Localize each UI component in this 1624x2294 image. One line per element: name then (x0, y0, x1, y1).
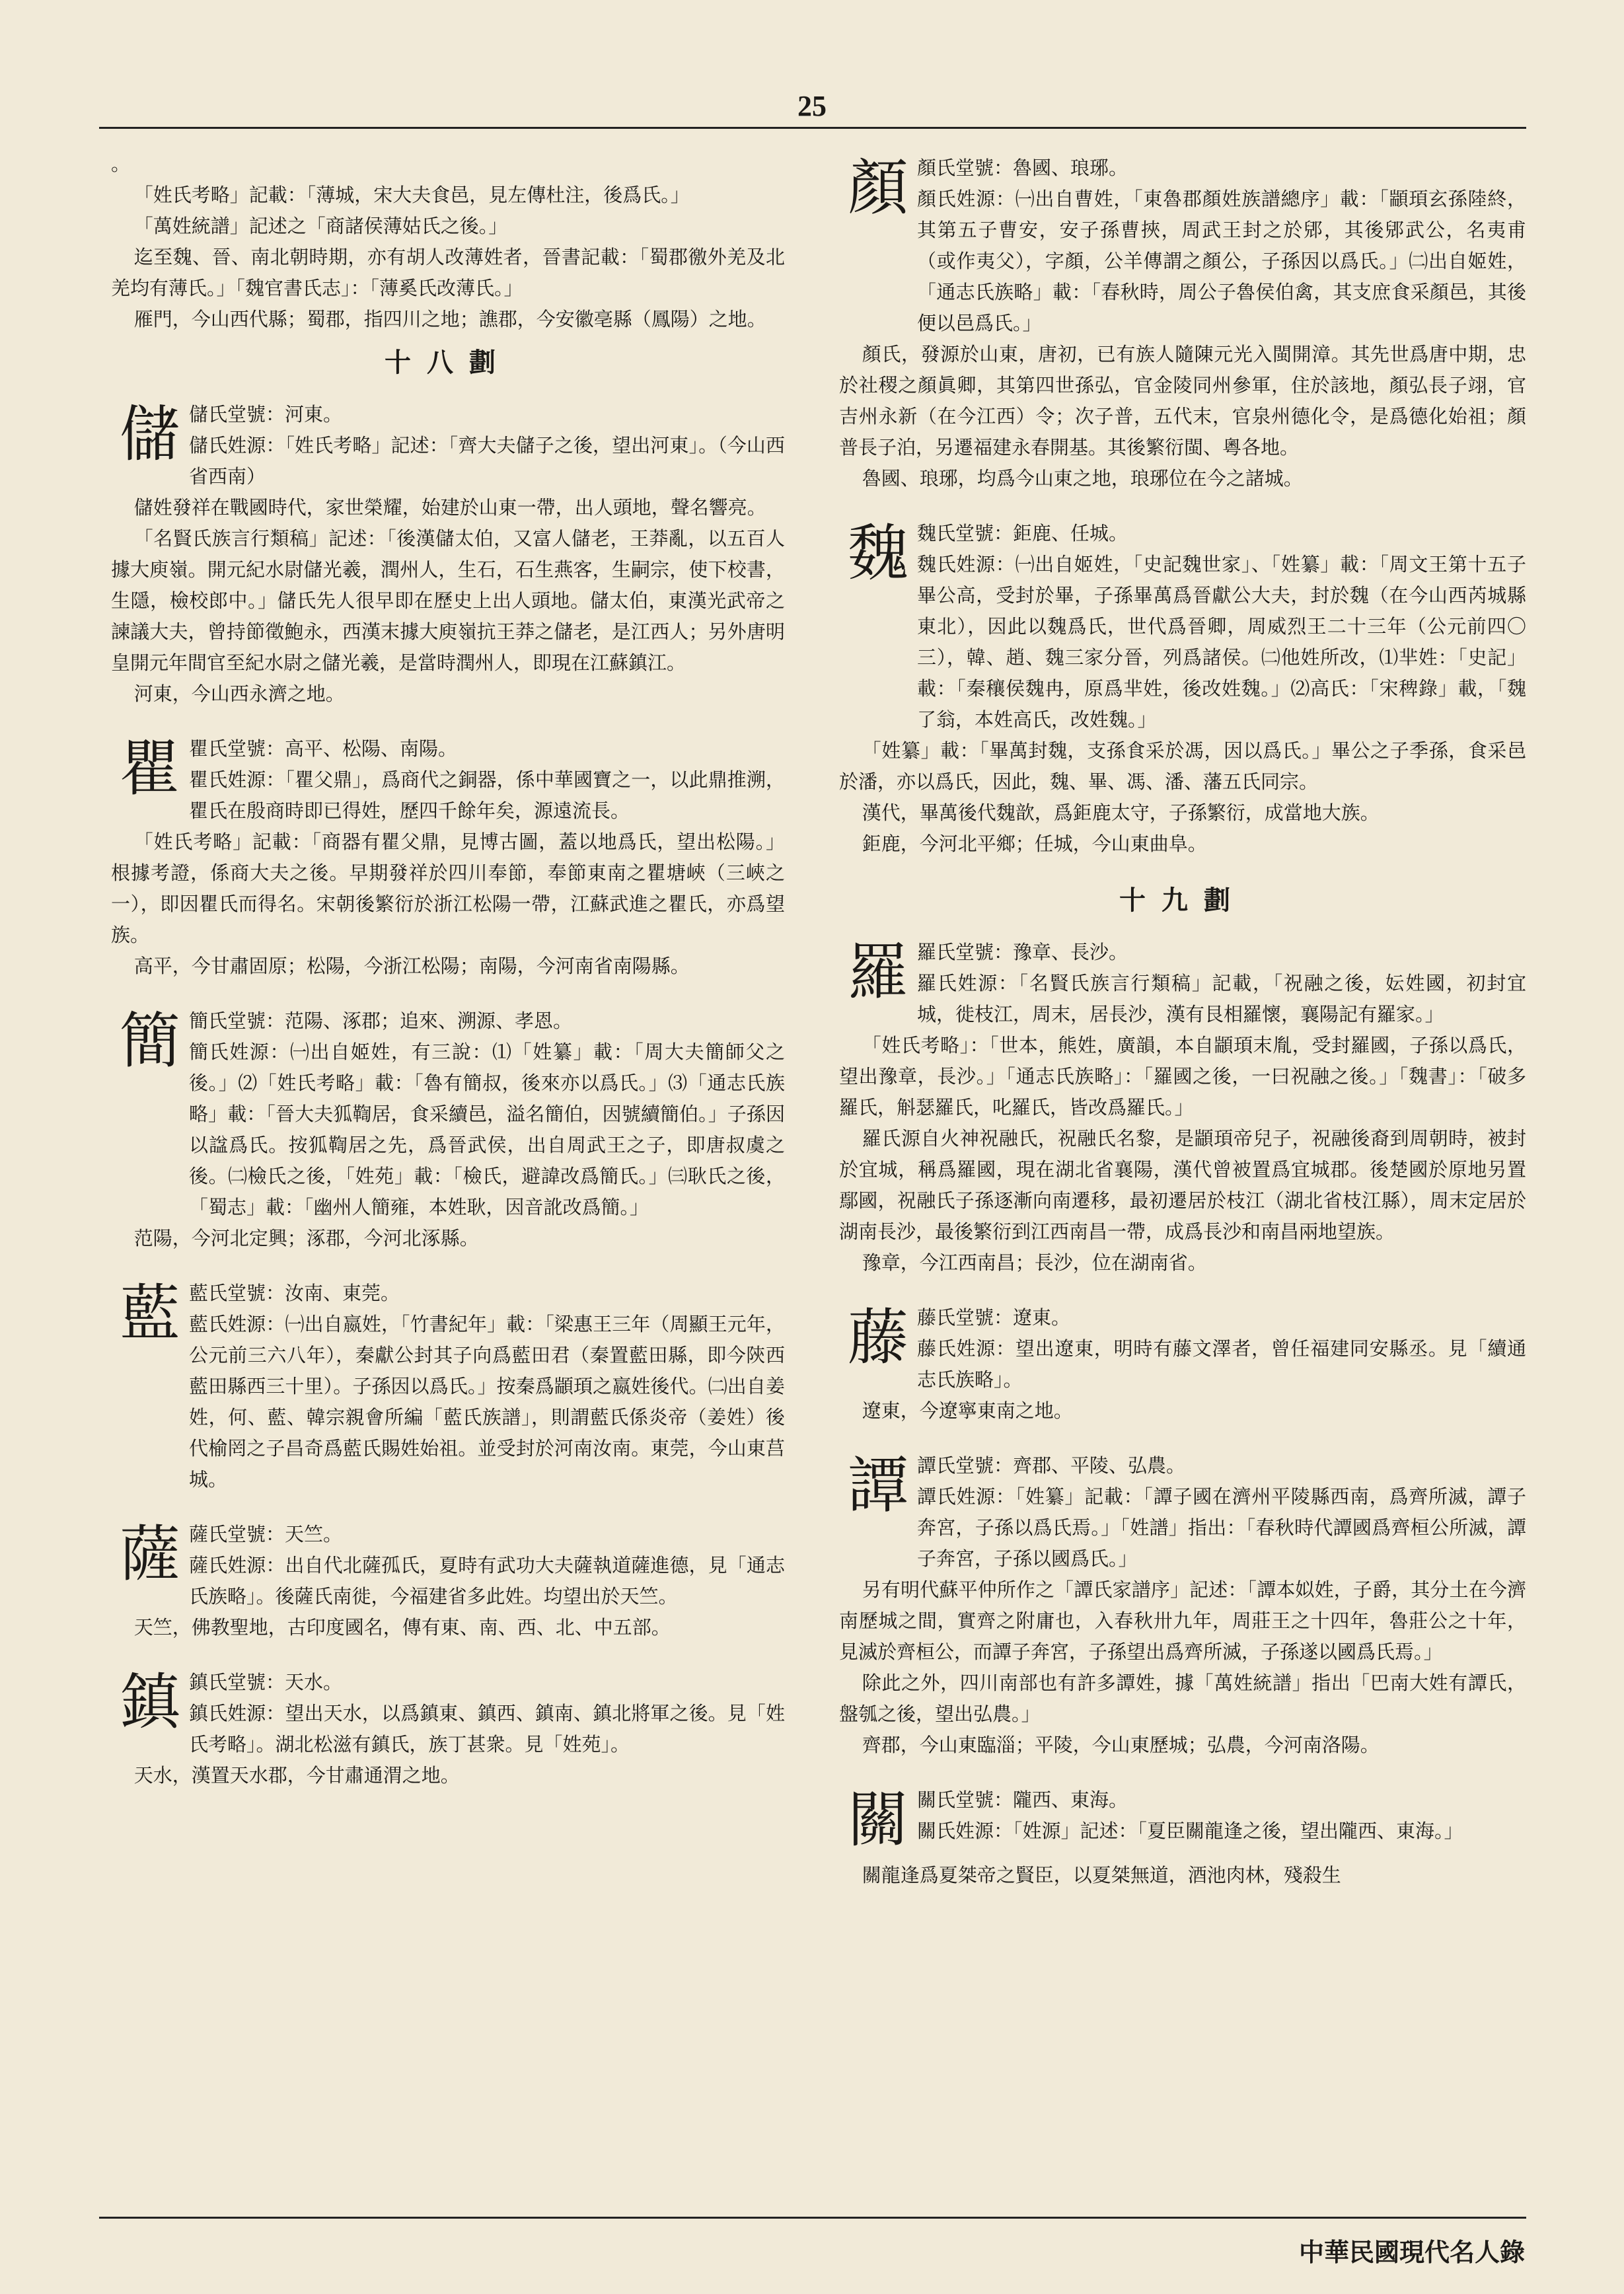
entry-head (839, 933, 1526, 1030)
entry-paragraph: 「名賢氏族言行類稿」記述：「後漢儲太伯，又富人儲老，王莽亂，以五百人據大庾嶺。開元紀水尉儲光羲，潤州人，生石，石生燕客，生嗣宗，使下校書，生隱，檢校郎中。」儲氏先人很早即在歷史上出人頭地。儲太伯，東漢光武帝之諫議大夫，曾持節徵鮑永，西漢末據大庾嶺抗王莽之儲老，是江西人；另外唐明皇開元年間官至紀水尉之儲光羲，是當時潤州人，即現在江蘇鎮江。 (111, 527, 785, 674)
entry-head (111, 395, 785, 492)
entry-head (839, 1446, 1526, 1574)
entry-head-line: 羅氏姓源：「名賢氏族言行類稿」記載，「祝融之後，妘姓國，初封宜城，徙枝江，周末，居長沙，漢有艮相羅懷，襄陽記有羅家。」 (917, 972, 1526, 1025)
footer-title: 中華民國現代名人錄 (1298, 2238, 1525, 2267)
entry-paragraph: 豫章，今江西南昌；長沙，位在湖南省。 (862, 1251, 1207, 1274)
stroke-section-heading: 十九劃 (1119, 885, 1246, 916)
entry-head-line: 顏氏姓源：㈠出自曹姓，「東魯郡顏姓族譜總序」載：「顓頊玄孫陸終，其第五子曹安，安子孫曹挾，周武王封之於郳，其後郳武公，名夷甫（或作夷父），字顏，公羊傳謂之顏公，子孫因以爲氏。」㈡出自姬姓，「通志氏族略」載：「春秋時，周公子魯侯伯禽，其支庶食采顏邑，其後便以邑爲氏。」 (917, 188, 1526, 334)
entry-head-line: 薩氏姓源：出自代北薩孤氏，夏時有武功大夫薩執道薩進德，見「通志氏族略」。後薩氏南徙，今福建省多此姓。均望出於天竺。 (189, 1554, 785, 1608)
surname-character: 藍 (119, 1278, 180, 1349)
entry-paragraph: 除此之外，四川南部也有許多譚姓，據「萬姓統譜」指出「巴南大姓有譚氏，盤瓠之後，望出弘農。」 (839, 1672, 1526, 1725)
surname-character: 瞿 (119, 733, 180, 804)
surname-character: 藤 (847, 1302, 908, 1373)
entry-head-lines (917, 933, 1526, 1030)
entry-head (839, 1298, 1526, 1395)
surname-entry (111, 729, 785, 982)
surname-character: 譚 (847, 1450, 908, 1521)
surname-entry (839, 933, 1526, 1278)
entry-head-line: 鎮氏堂號：天水。 (189, 1671, 343, 1693)
entry-head (839, 514, 1526, 735)
entry-head-line: 藤氏姓源：望出遼東，明時有藤文澤者，曾任福建同安縣丞。見「續通志氏族略」。 (917, 1337, 1526, 1391)
surname-character: 薩 (119, 1519, 180, 1590)
entry-head-line: 魏氏姓源：㈠出自姬姓，「史記魏世家」、「姓纂」載：「周文王第十五子畢公高，受封於畢，子孫畢萬爲晉獻公大夫，封於魏（在今山西芮城縣東北），因此以魏爲氏，世代爲晉卿，周威烈王二十三年（公元前四〇三），韓、趙、魏三家分晉，列爲諸侯。㈡他姓所改，⑴芈姓：「史記」載：「秦穰侯魏冉，原爲芈姓，後改姓魏。」⑵高氏：「宋稗錄」載，「魏了翁，本姓高氏，改姓魏。」 (917, 553, 1526, 731)
entry-head-line: 關氏姓源：「姓源」記述：「夏臣關龍逢之後，望出隴西、東海。」 (917, 1820, 1463, 1842)
continuation-paragraph: 雁門，今山西代縣；蜀郡，指四川之地；譙郡，今安徽亳縣（鳳陽）之地。 (133, 308, 766, 330)
entry-paragraph: 漢代，畢萬後代魏歆，爲鉅鹿太守，子孫繁衍，成當地大族。 (862, 801, 1380, 824)
entry-head-line: 鎮氏姓源：望出天水，以爲鎮東、鎮西、鎮南、鎮北將軍之後。見「姓氏考略」。湖北松滋有鎮氏，族丁甚衆。見「姓苑」。 (189, 1702, 785, 1756)
surname-character: 儲 (119, 399, 180, 470)
entry-head (839, 149, 1526, 339)
surname-entry (839, 1781, 1526, 1891)
entry-head-line: 薩氏堂號：天竺。 (189, 1523, 343, 1545)
footer-rule (99, 2217, 1526, 2219)
entry-head-lines (189, 1663, 785, 1760)
entry-paragraph: 另有明代蘇平仲所作之「譚氏家譜序」記述：「譚本姒姓，子爵，其分土在今濟南歷城之間，實齊之附庸也，入春秋卅九年，周莊王之十四年，魯莊公之十年，見滅於齊桓公，而譚子奔宮，子孫望出爲齊所滅，子孫遂以國爲氏焉。」 (839, 1578, 1526, 1663)
entry-paragraph: 關龍逢爲夏桀帝之賢臣，以夏桀無道，酒池肉林，殘殺生 (862, 1864, 1341, 1886)
continuation-paragraph: 「萬姓統譜」記述之「商諸侯薄姑氏之後。」 (133, 215, 508, 237)
entry-paragraph: 齊郡，今山東臨淄；平陵，今山東歷城；弘農，今河南洛陽。 (862, 1734, 1380, 1756)
entry-head-line: 儲氏姓源：「姓氏考略」記述：「齊大夫儲子之後，望出河東」。（今山西省西南） (189, 434, 785, 488)
surname-entry (839, 149, 1526, 494)
surname-entry (839, 514, 1526, 860)
entry-paragraph: 鉅鹿，今河北平鄉；任城，今山東曲阜。 (862, 832, 1207, 855)
entry-head-lines (917, 1298, 1526, 1395)
entry-head (111, 1515, 785, 1612)
stroke-section-heading: 十八劃 (385, 347, 511, 378)
entry-head-line: 魏氏堂號：鉅鹿、任城。 (917, 522, 1128, 544)
surname-entry (111, 1002, 785, 1254)
header-rule (99, 127, 1526, 129)
entry-paragraph: 「姓氏考略」記載：「商器有瞿父鼎，見博古圖，蓋以地爲氏，望出松陽。」根據考證，係商大夫之後。早期發祥於四川奉節，奉節東南之瞿塘峽（三峽之一），即因瞿氏而得名。宋朝後繁衍於浙江松陽一帶，江蘇武進之瞿氏，亦爲望族。 (111, 831, 785, 946)
continuation-paragraph: 「姓氏考略」記載：「薄城，宋大夫食邑，見左傳杜注，後爲氏。」 (133, 184, 690, 206)
entry-head-lines (189, 1274, 785, 1495)
entry-head-line: 譚氏姓源：「姓纂」記載：「譚子國在濟州平陵縣西南，爲齊所滅，譚子奔宮，子孫以爲氏焉。」「姓譜」指出：「春秋時代譚國爲齊桓公所滅，譚子奔宮，子孫以國爲氏。」 (917, 1485, 1526, 1570)
entry-head-line: 藍氏姓源：㈠出自嬴姓，「竹書紀年」載：「梁惠王三年（周顯王元年，公元前三六八年），秦獻公封其子向爲藍田君（秦置藍田縣，即今陝西藍田縣西三十里）。子孫因以爲氏。」按秦爲顓頊之嬴姓後代。㈡出自姜姓，何、藍、韓宗親會所編「藍氏族譜」，則謂藍氏係炎帝（姜姓）後代榆罔之子昌奇爲藍氏賜姓始祖。並受封於河南汝南。東莞，今山東莒城。 (189, 1313, 785, 1491)
entry-head-line: 儲氏堂號：河東。 (189, 403, 343, 426)
entry-paragraph: 「姓纂」載：「畢萬封魏，支孫食采於馮，因以爲氏。」畢公之子季孫，食采邑於潘，亦以爲氏，因此，魏、畢、馮、潘、藩五氏同宗。 (839, 739, 1526, 793)
entry-head (111, 1663, 785, 1760)
entry-head (839, 1781, 1526, 1860)
entry-head-lines (189, 1515, 785, 1612)
entry-head (111, 1274, 785, 1495)
surname-entry (839, 1446, 1526, 1761)
surname-entry (111, 395, 785, 710)
entry-paragraph: 顏氏，發源於山東，唐初，已有族人隨陳元光入閩開漳。其先世爲唐中期，忠於社稷之顏眞卿，其第四世孫弘，官金陵同州參軍，住於該地，顏弘長子翊，官吉州永新（在今江西）令；次子普，五代末，官泉州德化令，是爲德化始祖；顏普長子泊，另遷福建永春開基。其後繁衍閩、粵各地。 (839, 343, 1526, 459)
surname-entry (839, 1298, 1526, 1426)
entry-head-line: 瞿氏堂號：高平、松陽、南陽。 (189, 737, 458, 760)
surname-character: 關 (847, 1785, 908, 1855)
entry-head-line: 顏氏堂號：魯國、琅琊。 (917, 157, 1128, 179)
entry-head-line: 羅氏堂號：豫章、長沙。 (917, 941, 1128, 963)
entry-head (111, 729, 785, 827)
entry-head-line: 簡氏姓源：㈠出自姬姓，有三說：⑴「姓纂」載：「周大夫簡師父之後。」⑵「姓氏考略」載：「魯有簡叔，後來亦以爲氏。」⑶「通志氏族略」載：「晉大夫狐鞫居，食采續邑，溢名簡伯，因號續簡伯。」子孫因以諡爲氏。按狐鞫居之先，爲晉武侯，出自周武王之子，即唐叔虞之後。㈡檢氏之後，「姓苑」載：「檢氏，避諱改爲簡氏。」㈢耿氏之後，「蜀志」載：「幽州人簡雍，本姓耿，因音訛改爲簡。」 (189, 1041, 785, 1218)
surname-character: 羅 (847, 937, 908, 1008)
surname-entry (111, 1274, 785, 1495)
continuation-paragraph: 。 (111, 153, 131, 175)
page-number: 25 (797, 90, 827, 122)
continuation-paragraph: 迄至魏、晉、南北朝時期，亦有胡人改薄姓者，晉書記載：「蜀郡徼外羌及北羌均有薄氏。」「魏官書氏志」：「薄奚氏改薄氏。」 (111, 246, 785, 299)
entry-head-line: 簡氏堂號：范陽、涿郡；追來、溯源、孝恩。 (189, 1010, 573, 1032)
entry-head-lines (917, 514, 1526, 735)
surname-character: 簡 (119, 1006, 180, 1076)
entry-paragraph: 高平，今甘肅固原；松陽，今浙江松陽；南陽，今河南省南陽縣。 (133, 955, 690, 977)
entry-head (111, 1002, 785, 1223)
surname-character: 魏 (847, 518, 908, 589)
entry-head-line: 藍氏堂號：汝南、東莞。 (189, 1282, 400, 1304)
entry-head-line: 關氏堂號：隴西、東海。 (917, 1789, 1128, 1811)
left-column (111, 149, 785, 2210)
entry-paragraph: 天竺，佛教聖地，古印度國名，傳有東、南、西、北、中五部。 (133, 1616, 671, 1639)
entry-paragraph: 「姓氏考略」：「世本，熊姓，廣韻，本自顓頊末胤，受封羅國，子孫以爲氏，望出豫章，長沙。」「通志氏族略」：「羅國之後，一曰祝融之後。」「魏書」：「破多羅氏，斛瑟羅氏，叱羅氏，皆改爲羅氏。」 (839, 1034, 1526, 1119)
surname-entry (111, 1663, 785, 1791)
entry-head-lines (189, 729, 785, 827)
entry-paragraph: 儲姓發祥在戰國時代，家世榮耀，始建於山東一帶，出人頭地，聲名響亮。 (133, 496, 766, 519)
entry-head-lines (917, 1781, 1526, 1847)
entry-paragraph: 羅氏源自火神祝融氏，祝融氏名黎，是顓頊帝兒子，祝融後裔到周朝時，被封於宜城，稱爲羅國，現在湖北省襄陽，漢代曾被置爲宜城郡。後楚國於原地另置鄢國，祝融氏子孫逐漸向南遷移，最初遷居於枝江（湖北省枝江縣），周末定居於湖南長沙，最後繁衍到江西南昌一帶，成爲長沙和南昌兩地望族。 (839, 1127, 1526, 1243)
entry-head-lines (917, 149, 1526, 339)
right-column (839, 149, 1526, 2210)
entry-paragraph: 遼東，今遼寧東南之地。 (862, 1399, 1073, 1422)
entry-head-line: 瞿氏姓源：「瞿父鼎」，爲商代之銅器，係中華國寶之一，以此鼎推溯，瞿氏在殷商時即已得姓，歷四千餘年矣，源遠流長。 (189, 768, 785, 822)
entry-paragraph: 河東，今山西永濟之地。 (133, 683, 345, 705)
entry-paragraph: 天水，漢置天水郡，今甘肅通渭之地。 (133, 1764, 460, 1787)
entry-head-line: 譚氏堂號：齊郡、平陵、弘農。 (917, 1454, 1186, 1477)
entry-head-lines (189, 1002, 785, 1223)
entry-head-lines (189, 395, 785, 492)
entry-head-lines (917, 1446, 1526, 1574)
entry-head-line: 藤氏堂號：遼東。 (917, 1306, 1071, 1329)
surname-character: 鎮 (119, 1667, 180, 1738)
surname-character: 顏 (847, 153, 908, 223)
entry-paragraph: 范陽，今河北定興；涿郡，今河北涿縣。 (133, 1227, 479, 1249)
entry-paragraph: 魯國、琅琊，均爲今山東之地，琅琊位在今之諸城。 (862, 467, 1303, 490)
surname-entry (111, 1515, 785, 1643)
